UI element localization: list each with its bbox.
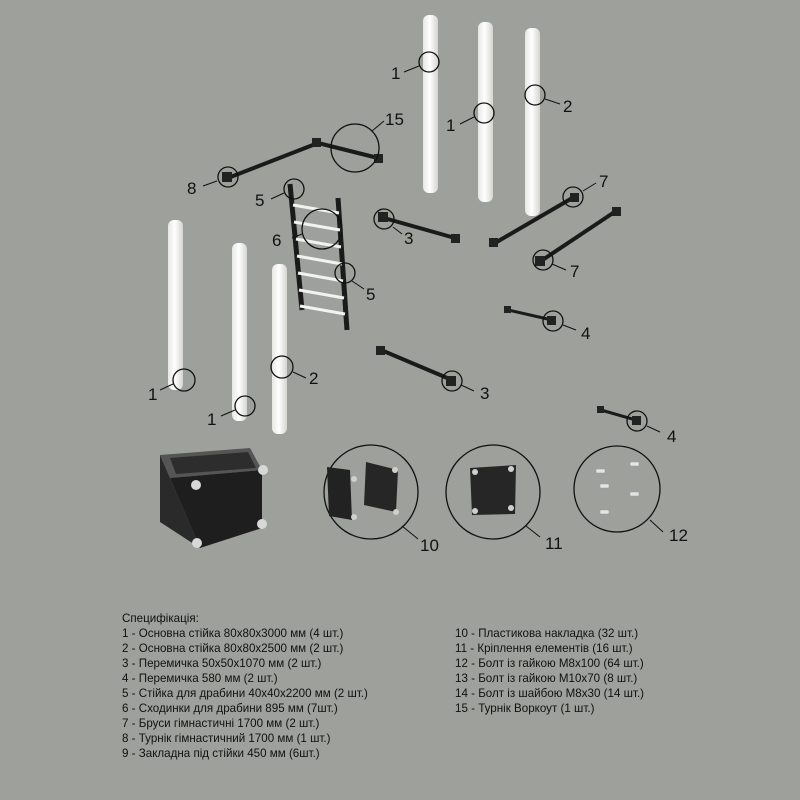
callout-1-left-a: 1 <box>148 385 158 404</box>
main-post-3000-left-2 <box>221 243 255 421</box>
callout-8: 8 <box>187 179 197 198</box>
spec-item-1: 1 - Основна стійка 80х80х3000 мм (4 шт.) <box>122 627 344 640</box>
parallel-bar-lower <box>533 207 621 270</box>
spec-item-6: 6 - Сходинки для драбини 895 мм (7шт.) <box>122 702 338 715</box>
spec-item-13: 13 - Болт із гайкою М10х70 (8 шт.) <box>455 672 638 685</box>
callout-3-a: 3 <box>404 229 414 248</box>
callout-4-a: 4 <box>581 324 591 343</box>
callout-2-left: 2 <box>309 369 319 388</box>
mounting-bracket-detail <box>446 445 540 539</box>
callout-4-b: 4 <box>667 427 677 446</box>
callout-5-a: 5 <box>255 191 265 210</box>
crossbar-580-lower <box>597 406 660 432</box>
specification-left <box>122 611 368 761</box>
spec-item-5: 5 - Стійка для драбини 40х40х2200 мм (2 шт.) <box>122 687 368 700</box>
callout-1-left-b: 1 <box>207 410 217 429</box>
spec-item-12: 12 - Болт із гайкою М8х100 (64 шт.) <box>455 657 644 670</box>
main-post-2500-top <box>525 28 560 216</box>
spec-item-10: 10 - Пластикова накладка (32 шт.) <box>455 627 639 640</box>
callout-1-top-a: 1 <box>391 64 401 83</box>
spec-item-2: 2 - Основна стійка 80х80х2500 мм (2 шт.) <box>122 642 344 655</box>
crossbar-1070-upper <box>374 209 460 243</box>
spec-item-9: 9 - Закладна під стійки 450 мм (6шт.) <box>122 747 320 760</box>
spec-item-7: 7 - Бруси гімнастичні 1700 мм (2 шт.) <box>122 717 320 730</box>
callout-6: 6 <box>272 231 282 250</box>
main-post-3000-left-1 <box>160 220 195 391</box>
callout-5-b: 5 <box>366 285 376 304</box>
callout-11: 11 <box>545 534 563 553</box>
callout-10: 10 <box>420 536 439 555</box>
callout-7-b: 7 <box>570 262 580 281</box>
callout-15: 15 <box>385 110 404 129</box>
spec-item-11: 11 - Кріплення елементів (16 шт.) <box>455 642 633 655</box>
gymnastic-pullup-bar <box>203 121 384 187</box>
spec-item-4: 4 - Перемичка 580 мм (2 шт.) <box>122 672 278 685</box>
specification-right <box>455 626 644 716</box>
embedded-base-box <box>160 448 268 548</box>
spec-item-8: 8 - Турнік гімнастичний 1700 мм (1 шт.) <box>122 732 331 745</box>
callout-2-top: 2 <box>563 97 573 116</box>
callout-3-b: 3 <box>480 384 490 403</box>
specification-title: Специфікація: <box>122 612 199 625</box>
spec-item-3: 3 - Перемичка 50х50х1070 мм (2 шт.) <box>122 657 322 670</box>
crossbar-580-upper <box>504 306 576 331</box>
spec-item-14: 14 - Болт із шайбою М8х30 (14 шт.) <box>455 687 645 700</box>
bolts-detail <box>574 446 663 532</box>
spec-item-15: 15 - Турнік Воркоут (1 шт.) <box>455 702 595 715</box>
main-post-3000-top-2 <box>460 22 494 202</box>
crossbar-1070-lower <box>376 346 474 391</box>
callout-12: 12 <box>669 526 688 545</box>
main-post-3000-top-1 <box>404 15 439 193</box>
callout-7-a: 7 <box>599 172 609 191</box>
plastic-cover-detail <box>324 445 418 539</box>
callout-1-top-b: 1 <box>446 116 456 135</box>
